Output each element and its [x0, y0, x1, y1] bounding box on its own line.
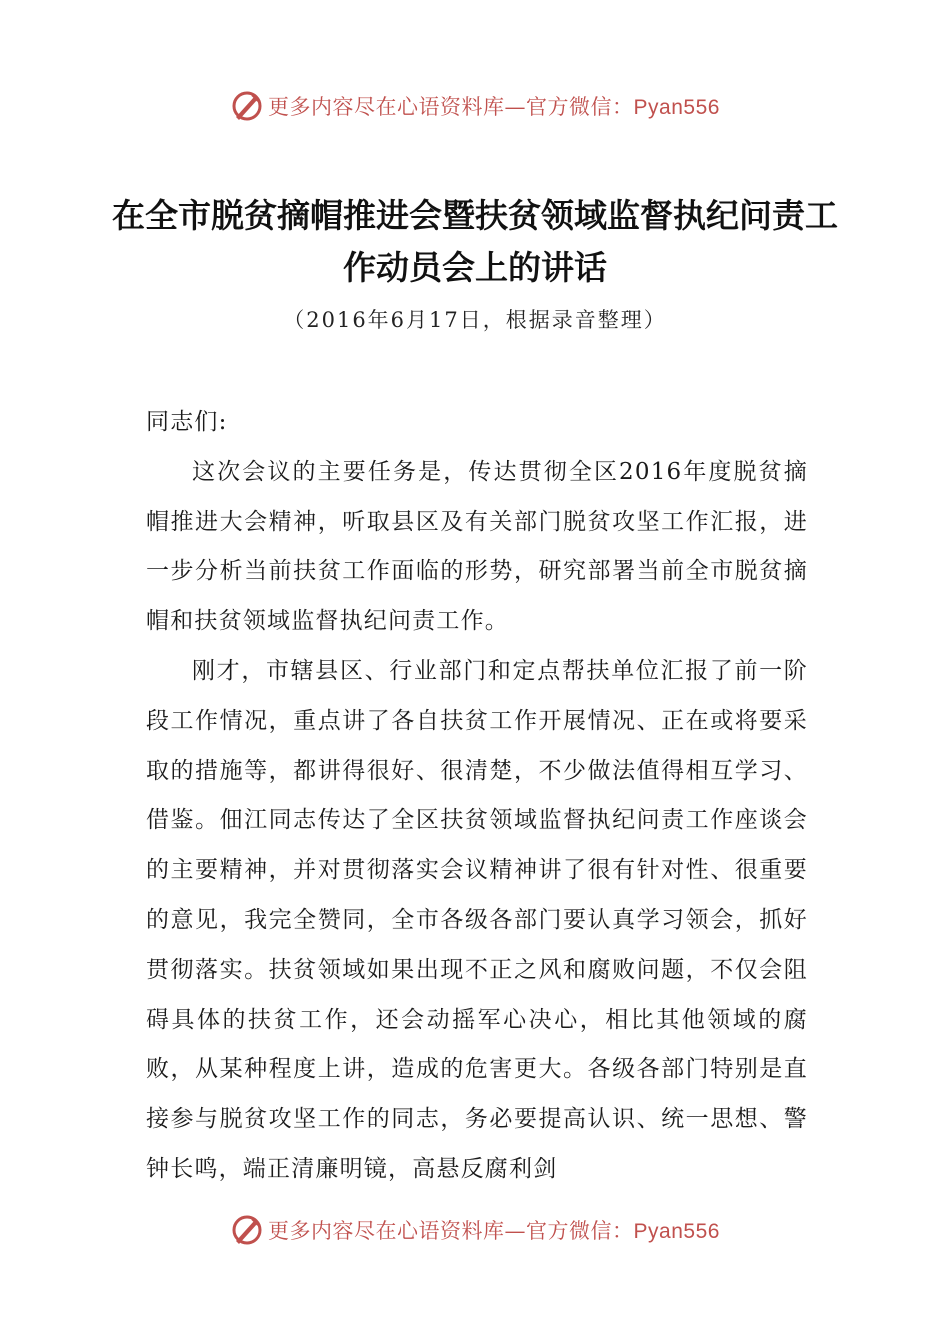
- watermark-bottom: [0, 1210, 950, 1250]
- watermark-text: 更多内容尽在心语资料库—官方微信：Pyan556: [268, 95, 720, 119]
- wechat-id: Pyan556: [633, 96, 720, 119]
- paragraph: 刚才，市辖县区、行业部门和定点帮扶单位汇报了前一阶段工作情况，重点讲了各自扶贫工作开展情况、正在或将要采取的措施等，都讲得很好、很清楚，不少做法值得相互学习、借鉴。佃江同志传达了全区扶贫领域监督执纪问责工作座谈会的主要精神，并对贯彻落实会议精神讲了很有针对性、很重要的意见，我完全赞同，全市各级各部门要认真学习领会，抓好贯彻落实。扶贫领域如果出现不正之风和腐败问题，不仅会阻碍具体的扶贫工作，还会动摇军心决心，相比其他领域的腐败，从某种程度上讲，造成的危害更大。各级各部门特别是直接参与脱贫攻坚工作的同志，务必要提高认识、统一思想、警钟长鸣，端正清廉明镜，高悬反腐利剑: [146, 657, 808, 1182]
- pen-circle-logo-icon: [230, 1213, 264, 1247]
- paragraph: 这次会议的主要任务是，传达贯彻全区2016年度脱贫摘帽推进大会精神，听取县区及有关部门脱贫攻坚工作汇报，进一步分析当前扶贫工作面临的形势，研究部署当前全市脱贫摘帽和扶贫领域监督执纪问责工作。: [146, 458, 808, 635]
- document-body: [146, 398, 808, 1195]
- page-title: 在全市脱贫摘帽推进会暨扶贫领域监督执纪问责工作动员会上的讲话: [112, 196, 838, 287]
- watermark-top: [0, 86, 950, 126]
- watermark-text: 更多内容尽在心语资料库—官方微信：Pyan556: [268, 1219, 720, 1243]
- page-subtitle: （2016年6月17日，根据录音整理）: [283, 308, 667, 332]
- wechat-id: Pyan556: [633, 1220, 720, 1243]
- salutation: 同志们:: [146, 409, 228, 435]
- pen-circle-logo-icon: [230, 89, 264, 123]
